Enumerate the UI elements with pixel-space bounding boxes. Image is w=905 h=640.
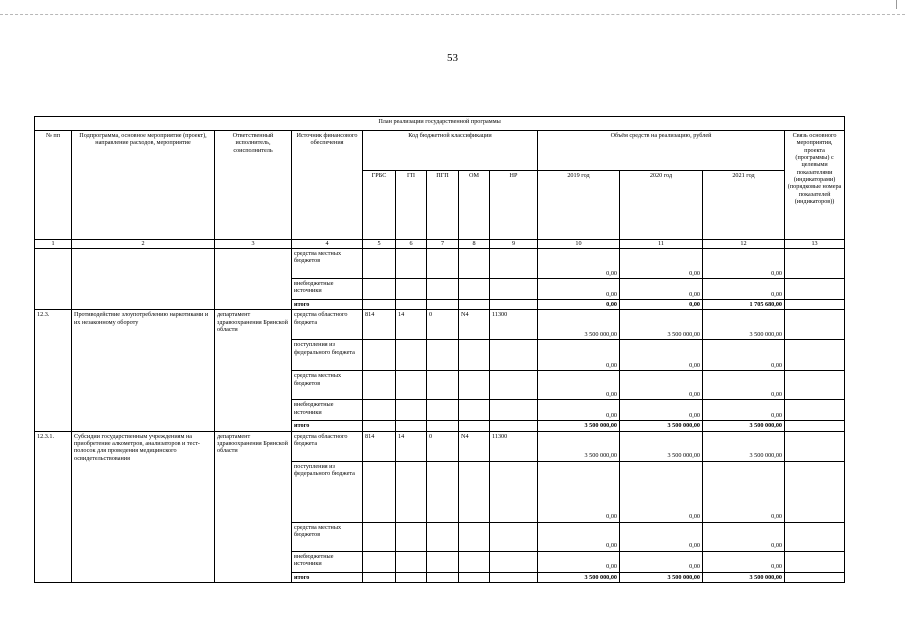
pgp-cell: [427, 371, 459, 400]
code-cell: [490, 249, 538, 279]
empty-cell: [72, 249, 215, 310]
link-cell: [785, 371, 845, 400]
link-cell: [785, 421, 845, 431]
amount-2021-cell: 0,00: [703, 522, 785, 551]
np-cell: 11300: [490, 310, 538, 340]
amount-2021-cell: 3 500 000,00: [703, 572, 785, 582]
program-plan-table: [34, 116, 845, 583]
np-cell: [490, 340, 538, 371]
np-cell: [490, 400, 538, 421]
np-cell: [490, 461, 538, 522]
header-budget-code: Код бюджетной классификации: [363, 131, 538, 171]
amount-2020-cell: 3 500 000,00: [620, 431, 703, 461]
pgp-cell: [427, 551, 459, 572]
amount-2021-cell: 0,00: [703, 551, 785, 572]
amount-2020-cell: 0,00: [620, 551, 703, 572]
header-gp: ГП: [396, 171, 427, 240]
amount-2020-cell: 0,00: [620, 522, 703, 551]
code-cell: [363, 249, 396, 279]
source-cell: поступления из федерального бюджета: [292, 340, 363, 371]
pgp-cell: [427, 461, 459, 522]
amount-2019-cell: 0,00: [538, 300, 620, 310]
code-cell: [363, 300, 396, 310]
amount-2019-cell: 0,00: [538, 340, 620, 371]
link-cell: [785, 249, 845, 279]
pgp-cell: [427, 522, 459, 551]
column-number: 5: [363, 240, 396, 249]
link-cell: [785, 461, 845, 522]
amount-2020-cell: 3 500 000,00: [620, 421, 703, 431]
amount-2020-cell: 0,00: [620, 340, 703, 371]
amount-2021-cell: 3 500 000,00: [703, 431, 785, 461]
column-number: 4: [292, 240, 363, 249]
grbs-cell: [363, 371, 396, 400]
np-cell: [490, 572, 538, 582]
amount-2019-cell: 3 500 000,00: [538, 431, 620, 461]
code-cell: [459, 279, 490, 300]
column-number: 9: [490, 240, 538, 249]
amount-2021-cell: 0,00: [703, 461, 785, 522]
source-cell: внебюджетные источники: [292, 551, 363, 572]
table-title: План реализации государственной программы: [35, 117, 845, 131]
om-cell: [459, 371, 490, 400]
column-number: 8: [459, 240, 490, 249]
column-number: 3: [215, 240, 292, 249]
header-num: № пп: [35, 131, 72, 240]
column-number: 1: [35, 240, 72, 249]
code-cell: [459, 249, 490, 279]
header-om: ОМ: [459, 171, 490, 240]
amount-2019-cell: 0,00: [538, 249, 620, 279]
grbs-cell: [363, 400, 396, 421]
header-responsible: Ответственный исполнитель, соисполнитель: [215, 131, 292, 240]
source-cell: средства местных бюджетов: [292, 249, 363, 279]
amount-2021-cell: 3 500 000,00: [703, 421, 785, 431]
code-cell: [427, 279, 459, 300]
amount-2021-cell: 1 705 680,00: [703, 300, 785, 310]
gp-cell: [396, 400, 427, 421]
header-pgp: ПГП: [427, 171, 459, 240]
gp-cell: [396, 421, 427, 431]
column-number: 6: [396, 240, 427, 249]
table-row: [35, 431, 845, 461]
amount-2019-cell: 0,00: [538, 461, 620, 522]
om-cell: [459, 572, 490, 582]
amount-2021-cell: 0,00: [703, 371, 785, 400]
grbs-cell: [363, 522, 396, 551]
amount-2019-cell: 0,00: [538, 551, 620, 572]
grbs-cell: [363, 461, 396, 522]
code-cell: [490, 300, 538, 310]
amount-2020-cell: 0,00: [620, 279, 703, 300]
item-number-cell: 12.3.1.: [35, 431, 72, 582]
amount-2019-cell: 3 500 000,00: [538, 421, 620, 431]
om-cell: [459, 461, 490, 522]
link-cell: [785, 551, 845, 572]
source-cell: средства местных бюджетов: [292, 522, 363, 551]
amount-2021-cell: 0,00: [703, 249, 785, 279]
table-row: [35, 310, 845, 340]
amount-2021-cell: 3 500 000,00: [703, 310, 785, 340]
empty-cell: [215, 249, 292, 310]
gp-cell: 14: [396, 310, 427, 340]
amount-2020-cell: 3 500 000,00: [620, 572, 703, 582]
gp-cell: [396, 522, 427, 551]
grbs-cell: [363, 421, 396, 431]
item-number-cell: 12.3.: [35, 310, 72, 431]
grbs-cell: [363, 572, 396, 582]
amount-2021-cell: 0,00: [703, 279, 785, 300]
code-cell: [396, 249, 427, 279]
header-subprogram: Подпрограмма, основное мероприятие (проект), направление расходов, мероприятие: [72, 131, 215, 240]
top-scan-line: [0, 14, 905, 15]
gp-cell: 14: [396, 431, 427, 461]
np-cell: 11300: [490, 431, 538, 461]
header-volume: Объём средств на реализацию, рублей: [538, 131, 785, 171]
code-cell: [427, 249, 459, 279]
om-cell: [459, 522, 490, 551]
link-cell: [785, 522, 845, 551]
code-cell: [396, 300, 427, 310]
amount-2020-cell: 0,00: [620, 249, 703, 279]
header-2021: 2021 год: [703, 171, 785, 240]
om-cell: N4: [459, 310, 490, 340]
column-number: 7: [427, 240, 459, 249]
code-cell: [363, 279, 396, 300]
item-name-cell: Субсидии государственным учреждениям на приобретение алкометров, анализаторов и тест-полосок для проведения медицинского освидетельствования: [72, 431, 215, 582]
column-number: 13: [785, 240, 845, 249]
np-cell: [490, 522, 538, 551]
source-cell: итого: [292, 572, 363, 582]
responsible-cell: департамент здравоохранения Брянской области: [215, 431, 292, 582]
source-cell: внебюджетные источники: [292, 279, 363, 300]
pgp-cell: [427, 340, 459, 371]
header-2019: 2019 год: [538, 171, 620, 240]
np-cell: [490, 551, 538, 572]
amount-2021-cell: 0,00: [703, 340, 785, 371]
link-cell: [785, 572, 845, 582]
gp-cell: [396, 340, 427, 371]
source-cell: средства местных бюджетов: [292, 371, 363, 400]
amount-2019-cell: 0,00: [538, 522, 620, 551]
amount-2019-cell: 0,00: [538, 371, 620, 400]
grbs-cell: [363, 340, 396, 371]
pgp-cell: [427, 421, 459, 431]
amount-2020-cell: 0,00: [620, 371, 703, 400]
column-number: 10: [538, 240, 620, 249]
pgp-cell: 0: [427, 431, 459, 461]
amount-2019-cell: 3 500 000,00: [538, 572, 620, 582]
link-cell: [785, 310, 845, 340]
amount-2020-cell: 3 500 000,00: [620, 310, 703, 340]
link-cell: [785, 279, 845, 300]
corner-mark: [896, 0, 897, 9]
gp-cell: [396, 572, 427, 582]
amount-2019-cell: 3 500 000,00: [538, 310, 620, 340]
amount-2021-cell: 0,00: [703, 400, 785, 421]
column-number: 11: [620, 240, 703, 249]
column-number-row: [35, 240, 845, 249]
header-2020: 2020 год: [620, 171, 703, 240]
column-number: 12: [703, 240, 785, 249]
source-cell: поступления из федерального бюджета: [292, 461, 363, 522]
code-cell: [490, 279, 538, 300]
column-number: 2: [72, 240, 215, 249]
np-cell: [490, 421, 538, 431]
om-cell: [459, 400, 490, 421]
link-cell: [785, 300, 845, 310]
pgp-cell: 0: [427, 310, 459, 340]
source-cell: итого: [292, 300, 363, 310]
header-source: Источник финансового обеспечения: [292, 131, 363, 240]
grbs-cell: 814: [363, 310, 396, 340]
pgp-cell: [427, 572, 459, 582]
code-cell: [459, 300, 490, 310]
link-cell: [785, 400, 845, 421]
link-cell: [785, 431, 845, 461]
pgp-cell: [427, 400, 459, 421]
table-row: [35, 249, 845, 279]
grbs-cell: [363, 551, 396, 572]
code-cell: [427, 300, 459, 310]
amount-2019-cell: 0,00: [538, 400, 620, 421]
om-cell: [459, 340, 490, 371]
item-name-cell: Противодействие злоупотреблению наркотиками и их незаконному обороту: [72, 310, 215, 431]
header-link: Связь основного мероприятия, проекта (программы) с целевыми показателями (индикаторами) (порядковые номера показателей (индикаторов)): [785, 131, 845, 240]
header-grbs: ГРБС: [363, 171, 396, 240]
amount-2020-cell: 0,00: [620, 400, 703, 421]
source-cell: средства областного бюджета: [292, 431, 363, 461]
source-cell: внебюджетные источники: [292, 400, 363, 421]
om-cell: [459, 551, 490, 572]
source-cell: итого: [292, 421, 363, 431]
amount-2020-cell: 0,00: [620, 300, 703, 310]
amount-2020-cell: 0,00: [620, 461, 703, 522]
header-np: НР: [490, 171, 538, 240]
om-cell: [459, 421, 490, 431]
responsible-cell: департамент здравоохранения Брянской области: [215, 310, 292, 431]
link-cell: [785, 340, 845, 371]
gp-cell: [396, 461, 427, 522]
gp-cell: [396, 371, 427, 400]
np-cell: [490, 371, 538, 400]
empty-cell: [35, 249, 72, 310]
grbs-cell: 814: [363, 431, 396, 461]
code-cell: [396, 279, 427, 300]
amount-2019-cell: 0,00: [538, 279, 620, 300]
om-cell: N4: [459, 431, 490, 461]
page-number: 53: [447, 52, 458, 64]
source-cell: средства областного бюджета: [292, 310, 363, 340]
gp-cell: [396, 551, 427, 572]
